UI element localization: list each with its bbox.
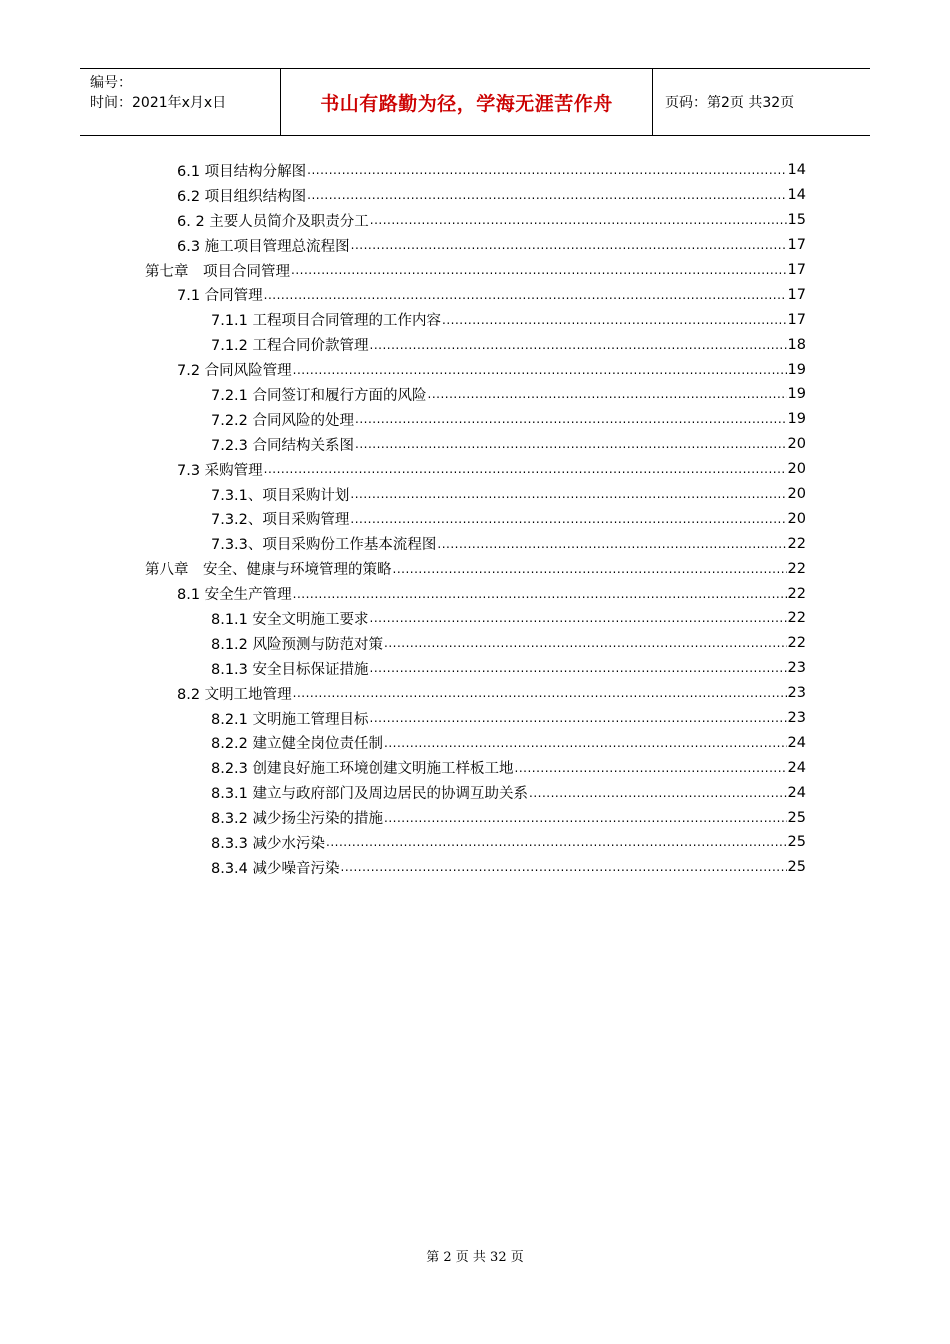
toc-entry[interactable] (0, 233, 950, 258)
toc-entry-page: 22 (787, 585, 806, 602)
toc-entry-page: 22 (787, 610, 806, 627)
toc-entry[interactable] (0, 531, 950, 556)
toc-dot-leader (293, 588, 787, 600)
toc-entry-title: 第七章 项目合同管理 (145, 263, 290, 280)
toc-dot-leader (307, 189, 786, 201)
toc-entry-title: 8.2.1 文明施工管理目标 (211, 711, 369, 728)
toc-entry-page: 15 (787, 212, 806, 229)
toc-dot-leader (350, 513, 786, 525)
toc-entry[interactable] (0, 556, 950, 581)
toc-entry-title: 8.1 安全生产管理 (177, 587, 292, 604)
toc-entry[interactable] (0, 382, 950, 407)
toc-dot-leader (370, 214, 787, 226)
toc-entry-page: 20 (787, 510, 806, 527)
toc-entry-page: 22 (787, 535, 806, 552)
toc-dot-leader (384, 637, 787, 649)
toc-entry[interactable] (0, 730, 950, 755)
toc-entry[interactable] (0, 158, 950, 183)
toc-dot-leader (442, 314, 787, 326)
toc-entry-page: 24 (787, 734, 806, 751)
toc-entry-title: 8.3.4 减少噪音污染 (211, 860, 340, 877)
toc-entry-page: 24 (787, 759, 806, 776)
toc-entry[interactable] (0, 332, 950, 357)
toc-entry-page: 24 (787, 784, 806, 801)
toc-dot-leader (437, 538, 786, 550)
toc-entry-page: 19 (787, 411, 806, 428)
toc-entry-page: 25 (787, 834, 806, 851)
toc-dot-leader (384, 737, 787, 749)
toc-entry[interactable] (0, 282, 950, 307)
toc-dot-leader (384, 812, 787, 824)
toc-entry[interactable] (0, 830, 950, 855)
toc-entry-page: 17 (787, 286, 806, 303)
toc-entry-page: 17 (787, 237, 806, 254)
toc-entry-title: 7.3.3、项目采购份工作基本流程图 (211, 537, 437, 554)
toc-entry[interactable] (0, 855, 950, 880)
toc-dot-leader (264, 289, 787, 301)
toc-entry-title: 7.2.1 合同签订和履行方面的风险 (211, 387, 427, 404)
toc-dot-leader (393, 563, 787, 575)
toc-dot-leader (291, 264, 787, 276)
toc-entry-page: 20 (787, 486, 806, 503)
toc-dot-leader (370, 612, 787, 624)
time-label: 时间：2021年x月x日 (90, 95, 227, 111)
toc-dot-leader (326, 836, 787, 848)
toc-dot-leader (350, 488, 786, 500)
toc-entry-title: 8.3.1 建立与政府部门及周边居民的协调互助关系 (211, 786, 529, 803)
toc-entry-title: 8.1.2 风险预测与防范对策 (211, 636, 384, 653)
toc-entry-page: 18 (787, 336, 806, 353)
toc-entry-page: 17 (787, 311, 806, 328)
toc-entry[interactable] (0, 780, 950, 805)
toc-entry-title: 8.1.1 安全文明施工要求 (211, 611, 369, 628)
toc-entry-title: 8.3.3 减少水污染 (211, 835, 326, 852)
toc-dot-leader (355, 413, 787, 425)
toc-entry-title: 第八章 安全、健康与环境管理的策略 (145, 562, 392, 579)
toc-entry[interactable] (0, 432, 950, 457)
toc-entry[interactable] (0, 407, 950, 432)
toc-entry-page: 23 (787, 685, 806, 702)
toc-entry-title: 8.1.3 安全目标保证措施 (211, 661, 369, 678)
toc-entry[interactable] (0, 183, 950, 208)
toc-entry-title: 6.2 项目组织结构图 (177, 188, 307, 205)
toc-entry-title: 7.2 合同风险管理 (177, 363, 292, 380)
page-footer: 第 2 页 共 32 页 (426, 1250, 524, 1265)
toc-dot-leader (370, 339, 787, 351)
toc-entry[interactable] (0, 208, 950, 233)
toc-entry-page: 25 (787, 809, 806, 826)
toc-entry-page: 19 (787, 361, 806, 378)
toc-entry[interactable] (0, 307, 950, 332)
toc-dot-leader (529, 787, 787, 799)
toc-entry[interactable] (0, 581, 950, 606)
toc-dot-leader (355, 438, 787, 450)
toc-entry-title: 6.3 施工项目管理总流程图 (177, 238, 350, 255)
toc-entry-page: 20 (787, 436, 806, 453)
toc-entry[interactable] (0, 805, 950, 830)
toc-entry-title: 8.3.2 减少扬尘污染的措施 (211, 811, 384, 828)
toc-dot-leader (293, 364, 787, 376)
toc-entry[interactable] (0, 506, 950, 531)
toc-entry-title: 7.3.2、项目采购管理 (211, 512, 350, 529)
toc-entry[interactable] (0, 755, 950, 780)
toc-dot-leader (370, 662, 787, 674)
toc-entry-page: 22 (787, 635, 806, 652)
toc-entry-page: 23 (787, 660, 806, 677)
toc-entry-page: 19 (787, 386, 806, 403)
toc-entry-title: 7.1 合同管理 (177, 288, 263, 305)
toc-entry-page: 17 (787, 262, 806, 278)
header-meta-cell (80, 69, 281, 135)
toc-dot-leader (341, 861, 787, 873)
toc-entry[interactable] (0, 681, 950, 706)
header-page-info: 页码：第2页 共32页 (665, 95, 795, 111)
page-header (80, 68, 870, 136)
toc-entry-title: 7.3.1、项目采购计划 (211, 487, 350, 504)
toc-entry-page: 14 (787, 187, 806, 204)
toc-entry-title: 8.2.2 建立健全岗位责任制 (211, 736, 384, 753)
toc-dot-leader (293, 687, 787, 699)
toc-dot-leader (515, 762, 787, 774)
toc-entry[interactable] (0, 606, 950, 631)
toc-entry-title: 7.2.2 合同风险的处理 (211, 412, 355, 429)
toc-entry-title: 7.1.1 工程项目合同管理的工作内容 (211, 313, 442, 330)
toc-entry[interactable] (0, 706, 950, 731)
table-of-contents (0, 158, 950, 880)
toc-entry-title: 7.2.3 合同结构关系图 (211, 437, 355, 454)
header-motto: 书山有路勤为径，学海无涯苦作舟 (281, 69, 653, 135)
toc-entry-title: 7.1.2 工程合同价款管理 (211, 338, 369, 355)
toc-entry[interactable] (0, 631, 950, 656)
toc-entry[interactable] (0, 656, 950, 681)
toc-entry-page: 25 (787, 859, 806, 876)
toc-entry-title: 8.2 文明工地管理 (177, 686, 292, 703)
toc-entry[interactable] (0, 482, 950, 507)
code-label: 编号： (90, 75, 132, 91)
toc-entry-title: 6. 2 主要人员简介及职责分工 (177, 213, 369, 230)
toc-dot-leader (370, 712, 787, 724)
toc-entry-page: 14 (787, 162, 806, 179)
toc-entry-page: 23 (787, 710, 806, 727)
toc-entry[interactable] (0, 457, 950, 482)
toc-entry-page: 22 (787, 560, 806, 577)
toc-dot-leader (307, 164, 786, 176)
toc-dot-leader (351, 239, 787, 251)
toc-dot-leader (428, 388, 787, 400)
toc-entry-page: 20 (787, 461, 806, 478)
toc-entry[interactable] (0, 357, 950, 382)
toc-dot-leader (264, 463, 787, 475)
toc-entry[interactable] (0, 258, 950, 283)
toc-entry-title: 6.1 项目结构分解图 (177, 163, 307, 180)
toc-entry-title: 7.3 采购管理 (177, 462, 263, 479)
toc-entry-title: 8.2.3 创建良好施工环境创建文明施工样板工地 (211, 761, 514, 778)
